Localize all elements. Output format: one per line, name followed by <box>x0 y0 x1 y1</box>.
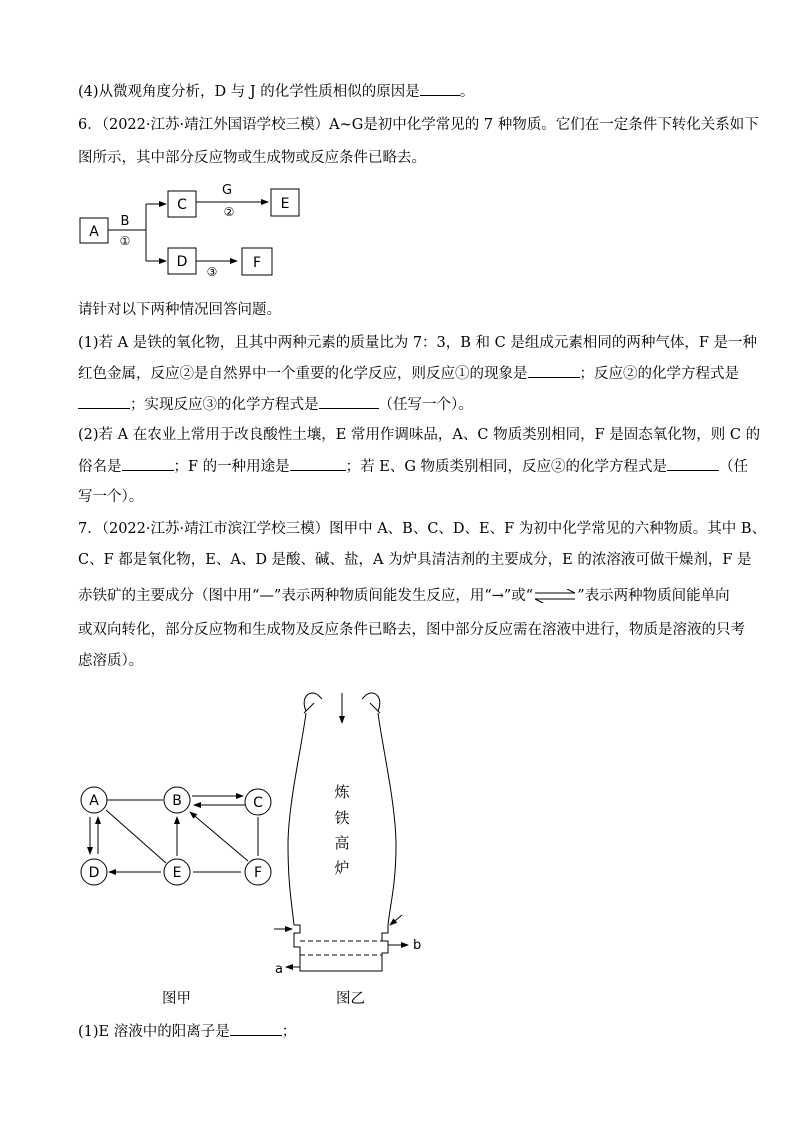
node-A-label: A <box>89 793 99 809</box>
q6-part2-text-a: 俗名是 <box>78 459 122 475</box>
q6-part2-text-d: （任 <box>719 459 749 475</box>
q6-part2-text-b: ；F 的一种用途是 <box>173 459 290 475</box>
q6-part2-line3: 写一个）。 <box>78 489 144 505</box>
q5-part4-end: 。 <box>459 84 475 100</box>
fig-jia-network <box>70 780 285 890</box>
q5-part4 <box>78 81 474 102</box>
reagent-G: G <box>221 183 233 198</box>
q6-part1-text-a: 红色金属，反应②是自然界中一个重要的化学反应，则反应①的现象是 <box>78 366 528 382</box>
answer-blank[interactable] <box>78 394 130 409</box>
node-E-label: E <box>280 196 290 212</box>
node-B-label: B <box>172 793 182 809</box>
q6-part1-line1: (1)若 A 是铁的氧化物，且其中两种元素的质量比为 7：3，B 和 C 是组成元素相同的两种气体，F 是一种 <box>78 335 758 351</box>
fig-jia-caption: 图甲 <box>162 991 191 1007</box>
q6-part1-text-c: ；实现反应③的化学方程式是 <box>130 397 319 413</box>
answer-blank[interactable] <box>122 456 174 471</box>
fig-yi-caption: 图乙 <box>336 991 365 1007</box>
reaction-2: ② <box>223 205 235 219</box>
node-E-label: E <box>172 865 182 881</box>
q6-flow-diagram <box>70 180 320 285</box>
outlet-a-label: a <box>275 962 283 977</box>
q7-line5: 虑溶质）。 <box>78 653 144 669</box>
q6-part1-line2 <box>78 363 739 384</box>
node-D-label: D <box>176 254 188 270</box>
q6-part1-text-d: （任写一个）。 <box>378 397 473 413</box>
fig-yi-blast-furnace <box>270 685 430 980</box>
q6-part1-text-b: ；反应②的化学方程式是 <box>579 366 739 382</box>
q7-line3-text-a: 赤铁矿的主要成分（图中用“—”表示两种物质间能发生反应，用“→”或“ <box>78 588 534 604</box>
q6-part2-line1: (2)若 A 在农业上常用于改良酸性土壤，E 常用作调味品，A、C 物质类别相同，F 是固态氧化物，则 C 的 <box>78 427 761 443</box>
reversible-arrow-icon <box>533 589 577 603</box>
q6-part2-text-c: ；若 E、G 物质类别相同，反应②的化学方程式是 <box>345 459 668 475</box>
reaction-1: ① <box>119 234 131 248</box>
q5-part4-text: (4)从微观角度分析，D 与 J 的化学性质相似的原因是 <box>78 84 420 100</box>
reagent-B: B <box>120 214 130 229</box>
furnace-char-3: 高 <box>334 834 350 852</box>
q6-part2-line2 <box>78 456 748 477</box>
q7-line1: 7．（2022·江苏·靖江市滨江学校三模）图甲中 A、B、C、D、E、F 为初中化学常见的六种物质。其中 B、 <box>78 521 767 537</box>
q7-part1-end: ； <box>281 1024 297 1040</box>
node-D-label: D <box>88 865 100 881</box>
node-F-label: F <box>252 255 262 271</box>
furnace-char-4: 炉 <box>334 859 350 877</box>
q6-part1-line3 <box>78 394 473 415</box>
reaction-3: ③ <box>206 265 218 279</box>
q7-line3 <box>78 586 730 606</box>
q6-prompt: 请针对以下两种情况回答问题。 <box>78 302 281 318</box>
q7-line3-text-b: ”表示两种物质间能单向 <box>577 588 730 604</box>
answer-blank[interactable] <box>230 1021 282 1036</box>
q7-line2: C、F 都是氧化物，E、A、D 是酸、碱、盐，A 为炉具清洁剂的主要成分，E 的浓溶液可做干燥剂，F 是 <box>78 552 752 568</box>
node-A-label: A <box>89 224 99 240</box>
q6-title-line1: 6．（2022·江苏·靖江外国语学校三模）A~G是初中化学常见的 7 种物质。它们在一定条件下转化关系如下 <box>78 117 759 133</box>
furnace-char-2: 铁 <box>334 809 350 827</box>
furnace-char-1: 炼 <box>334 783 350 801</box>
answer-blank[interactable] <box>290 456 346 471</box>
answer-blank[interactable] <box>420 81 460 96</box>
node-C-label: C <box>253 795 263 811</box>
q7-line4: 或双向转化，部分反应物和生成物及反应条件已略去，图中部分反应需在溶液中进行，物质是溶液的只考 <box>78 622 745 638</box>
q7-part1-text: (1)E 溶液中的阳离子是 <box>78 1024 230 1040</box>
node-C-label: C <box>177 197 187 213</box>
node-F-label: F <box>253 865 263 881</box>
outlet-b-label: b <box>413 938 422 953</box>
answer-blank[interactable] <box>667 456 719 471</box>
q6-title-line2: 图所示，其中部分反应物或生成物或反应条件已略去。 <box>78 150 426 166</box>
q7-part1 <box>78 1021 296 1042</box>
answer-blank[interactable] <box>528 363 580 378</box>
answer-blank[interactable] <box>319 394 379 409</box>
